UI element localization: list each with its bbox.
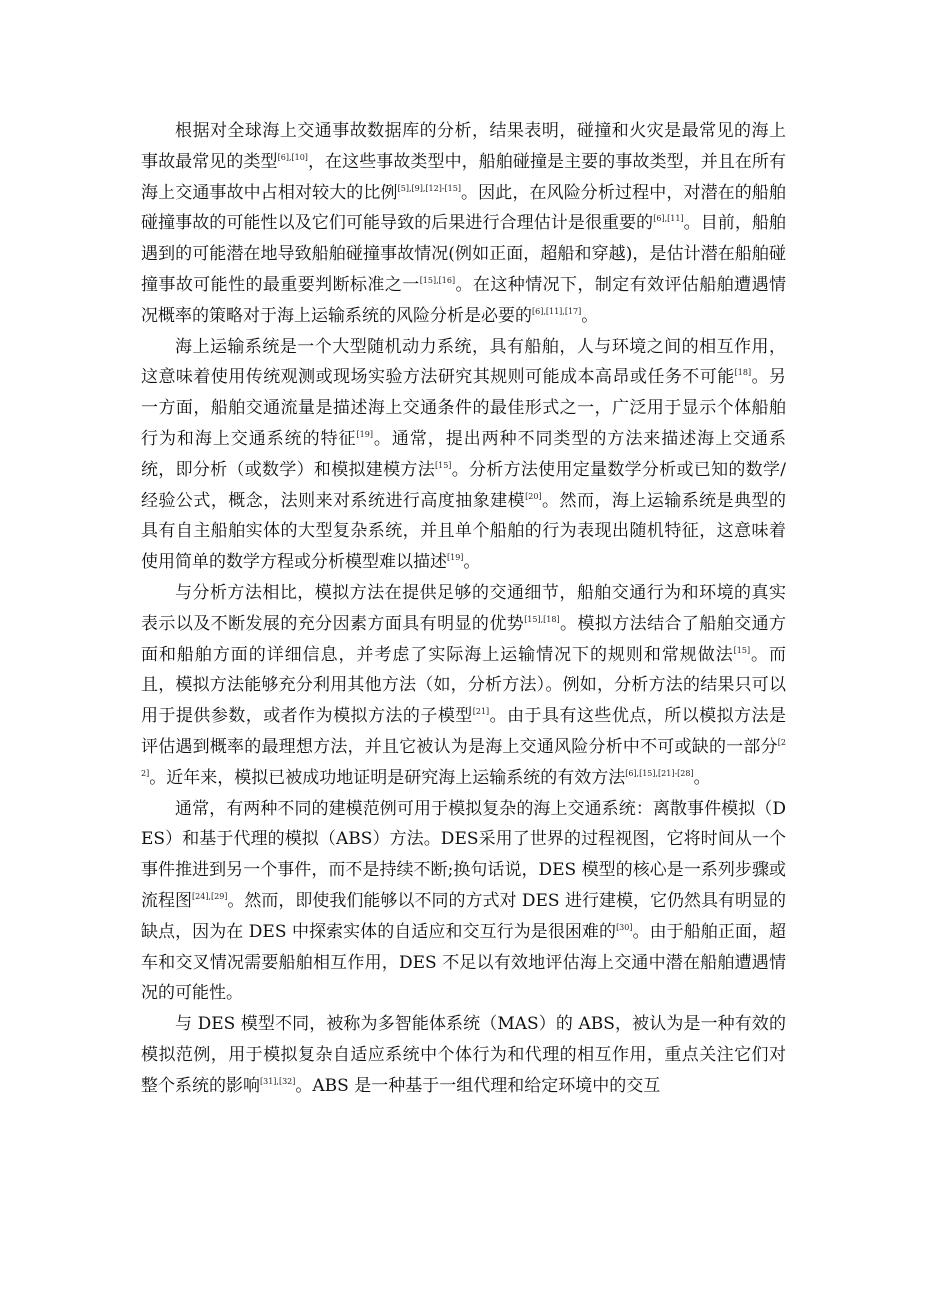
paragraph-text: 。通常，提出两种不同类型的方法来描述海上交通系统，即分析（或数学）和模拟建模方法 <box>141 428 787 480</box>
citation-superscript: [21] <box>472 706 490 716</box>
paragraph-text: 。另一方面，船舶交通流量是描述海上交通条件的最佳形式之一，广泛用于显示个体船舶行为和海上交通系统的特征 <box>141 367 786 449</box>
paragraph-text: 。然而，海上运输系统是典型的具有自主船舶实体的大型复杂系统，并且单个船舶的行为表现出随机特征，这意味着使用简单的数学方程或分析模型难以描述 <box>141 490 787 573</box>
body-paragraph <box>141 116 786 332</box>
paragraph-text: 。模拟方法结合了船舶交通方面和船舶方面的详细信息，并考虑了实际海上运输情况下的规则和常规做法 <box>141 613 787 665</box>
citation-superscript: [6],[10] <box>277 152 308 162</box>
paragraph-text: 。分析方法使用定量数学分析或已知的数学/经验公式，概念，法则来对系统进行高度抽象建模 <box>141 459 786 511</box>
body-paragraph <box>141 794 786 1010</box>
citation-superscript: [6],[11],[17] <box>532 306 582 316</box>
citation-superscript: [6],[15],[21]-[28] <box>625 768 694 778</box>
paragraph-text: 海上运输系统是一个大型随机动力系统，具有船舶，人与环境之间的相互作用，这意味着使用传统观测或现场实验方法研究其规则可能成本高昂或任务不可能 <box>141 336 786 388</box>
citation-superscript: [18] <box>734 368 752 378</box>
citation-superscript: [15],[16] <box>419 275 456 285</box>
paragraph-text: 。由于船舶正面，超车和交叉情况需要船舶相互作用，DES 不足以有效地评估海上交通中潜在船舶遭遇情况的可能性。 <box>141 921 787 1004</box>
paragraph-text: 。由于具有这些优点，所以模拟方法是评估遇到概率的最理想方法，并且它被认为是海上交通风险分析中不可或缺的一部分 <box>141 706 786 757</box>
paragraph-text: 。 <box>463 552 481 573</box>
citation-superscript: [19] <box>447 552 464 562</box>
citation-superscript: [15],[18] <box>524 614 560 624</box>
paragraph-text: 与分析方法相比，模拟方法在提供足够的交通细节，船舶交通行为和环境的真实表示以及不断发展的充分因素方面具有明显的优势 <box>141 582 786 634</box>
paragraph-text: 通常，有两种不同的建模范例可用于模拟复杂的海上交通系统：离散事件模拟（DES）和基于代理的模拟（ABS）方法。DES采用了世界的过程视图，它将时间从一个事件推进到另一个事件，而不是持续不断;换句话说，DES 模型的核心是一系列步骤或流程图 <box>141 798 786 911</box>
citation-superscript: [15] <box>733 645 751 655</box>
paragraph-text: 。ABS 是一种基于一组代理和给定环境中的交互 <box>295 1075 661 1096</box>
paragraph-text: 。 <box>581 305 599 326</box>
paragraph-text: 。而且，模拟方法能够充分利用其他方法（如，分析方法）。例如，分析方法的结果只可以用于提供参数，或者作为模拟方法的子模型 <box>141 644 787 727</box>
citation-superscript: [15] <box>434 460 452 470</box>
paragraph-text: 。在这种情况下，制定有效评估船舶遭遇情况概率的策略对于海上运输系统的风险分析是必要的 <box>141 274 787 326</box>
body-paragraph <box>141 332 786 578</box>
citation-superscript: [31],[32] <box>260 1076 296 1086</box>
citation-superscript: [20] <box>525 491 542 501</box>
paragraph-text: 与 DES 模型不同，被称为多智能体系统（MAS）的 ABS，被认为是一种有效的模拟范例，用于模拟复杂自适应系统中个体行为和代理的相互作用，重点关注它们对整个系统的影响 <box>141 1014 786 1096</box>
paragraph-text: 。目前，船舶遇到的可能潜在地导致船舶碰撞事故情况(例如正面，超船和穿越)，是估计潜在船舶碰撞事故可能性的最重要判断标准之一 <box>141 213 787 295</box>
citation-superscript: [22] <box>141 737 786 778</box>
body-paragraph <box>141 1009 786 1101</box>
citation-superscript: [24],[29] <box>192 891 228 901</box>
citation-superscript: [30] <box>616 922 633 932</box>
citation-superscript: [19] <box>356 429 373 439</box>
paragraph-text: 根据对全球海上交通事故数据库的分析，结果表明，碰撞和火灾是最常见的海上事故最常见的类型 <box>141 121 786 172</box>
paragraph-text: ，在这些事故类型中，船舶碰撞是主要的事故类型，并且在所有海上交通事故中占相对较大的比例 <box>141 151 787 203</box>
citation-superscript: [5],[9],[12]-[15] <box>397 183 461 193</box>
citation-superscript: [6],[11] <box>653 214 684 224</box>
paragraph-text: 。然而，即使我们能够以不同的方式对 DES 进行建模，它仍然具有明显的缺点，因为在 DES 中探索实体的自适应和交互行为是很困难的 <box>141 890 786 942</box>
body-paragraph <box>141 578 786 794</box>
paragraph-text: 。 <box>693 767 711 788</box>
paragraph-text: 。近年来，模拟已被成功地证明是研究海上运输系统的有效方法 <box>149 767 626 788</box>
document-page <box>141 116 786 1102</box>
paragraph-text: 。因此，在风险分析过程中，对潜在的船舶碰撞事故的可能性以及它们可能导致的后果进行合理估计是很重要的 <box>141 182 787 234</box>
